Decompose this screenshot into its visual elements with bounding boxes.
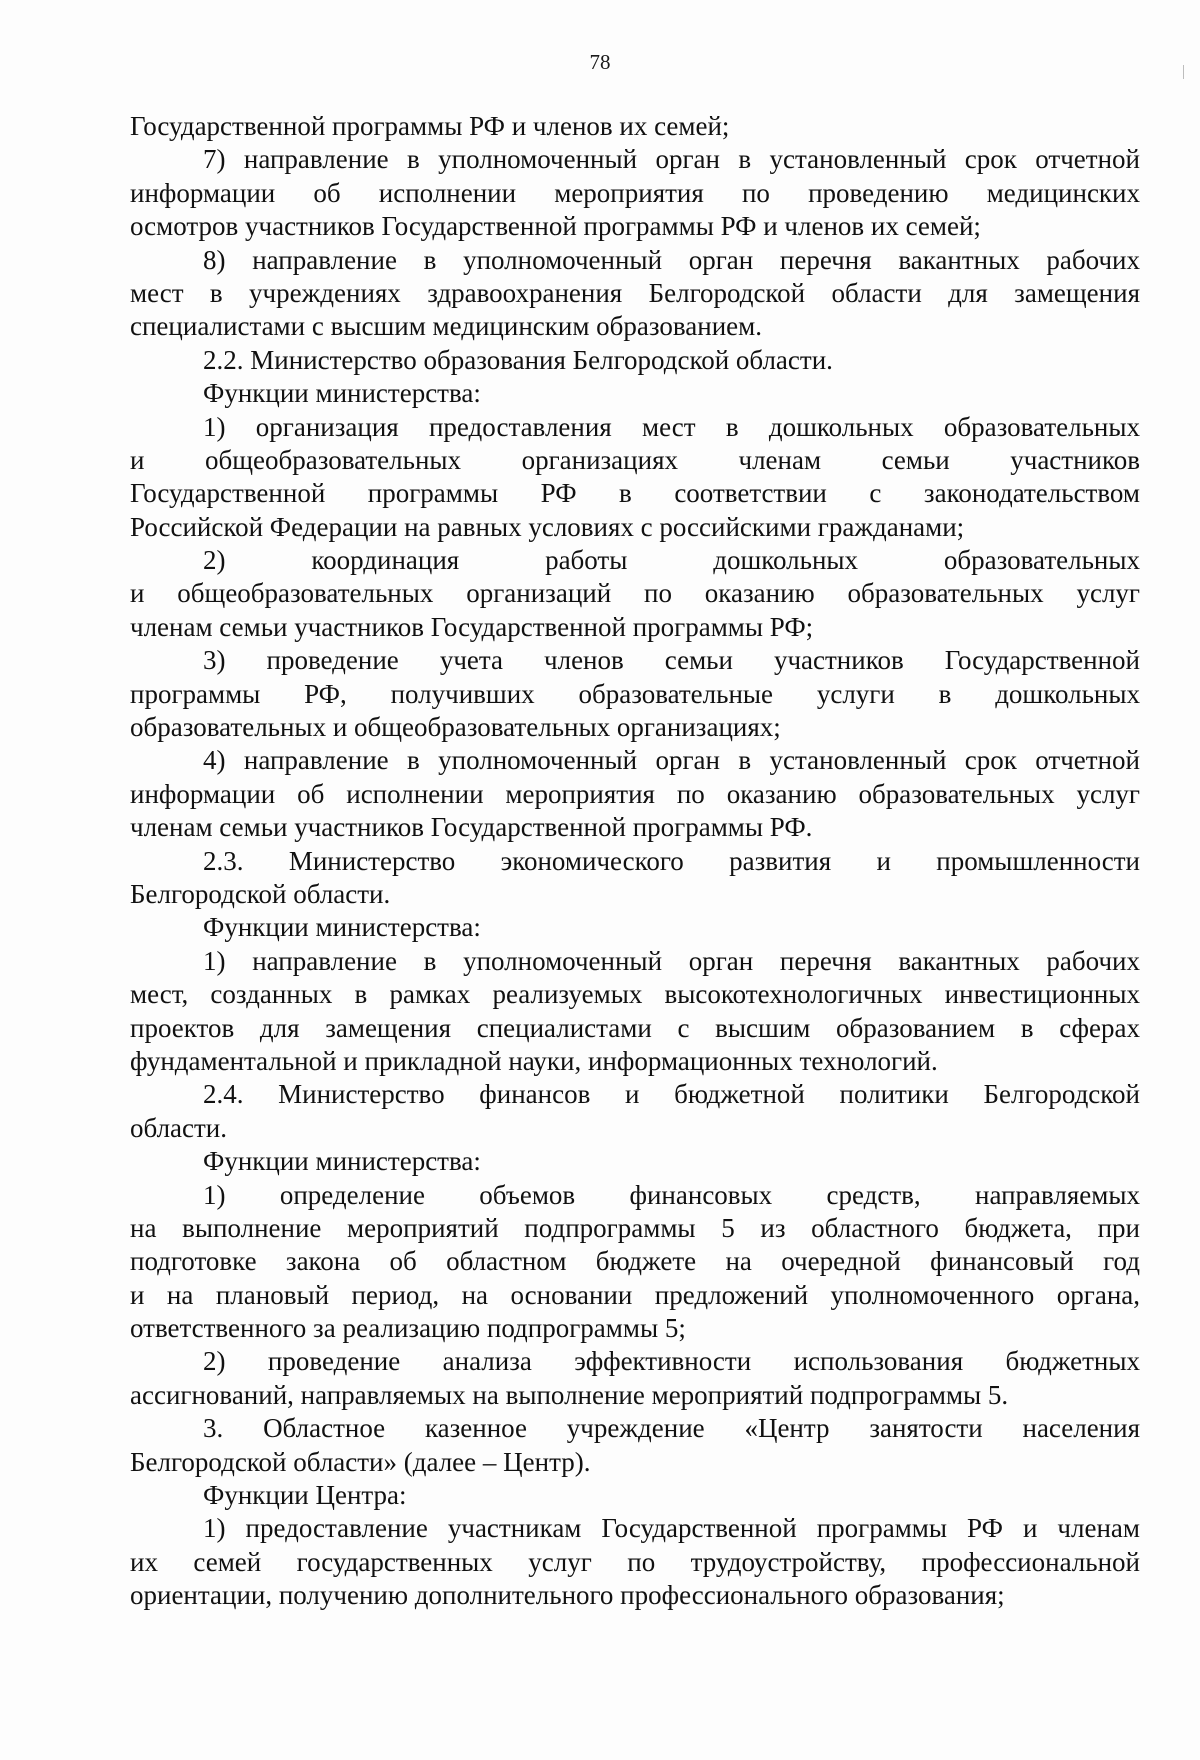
text-line: 7) направление в уполномоченный орган в установленный срок отчетной bbox=[203, 144, 1140, 175]
text-line: и общеобразовательных организациях членам семьи участников bbox=[130, 444, 1140, 475]
text-line: Российской Федерации на равных условиях с российскими гражданами; bbox=[130, 511, 965, 542]
text-line: и на плановый период, на основании предложений уполномоченного органа, bbox=[130, 1279, 1140, 1310]
text-line: ассигнований, направляемых на выполнение мероприятий подпрограммы 5. bbox=[130, 1379, 1009, 1410]
text-line: 2.2. Министерство образования Белгородской области. bbox=[203, 344, 833, 375]
text-line: информации об исполнении мероприятия по оказанию образовательных услуг bbox=[130, 778, 1140, 809]
text-line: подготовке закона об областном бюджете на очередной финансовый год bbox=[130, 1246, 1140, 1277]
text-line: фундаментальной и прикладной науки, информационных технологий. bbox=[130, 1045, 938, 1076]
text-line: 4) направление в уполномоченный орган в установленный срок отчетной bbox=[203, 745, 1140, 776]
text-line: специалистами с высшим медицинским образованием. bbox=[130, 311, 762, 342]
text-line: мест в учреждениях здравоохранения Белгородской области для замещения bbox=[130, 277, 1140, 308]
text-line: 2.3. Министерство экономического развития и промышленности bbox=[203, 845, 1140, 876]
text-line: области. bbox=[130, 1112, 228, 1143]
text-line: и общеобразовательных организаций по оказанию образовательных услуг bbox=[130, 578, 1140, 609]
page-number: 78 bbox=[589, 50, 611, 74]
text-line: Функции министерства: bbox=[203, 912, 481, 943]
text-line: 1) организация предоставления мест в дошкольных образовательных bbox=[203, 411, 1140, 442]
text-line: образовательных и общеобразовательных организациях; bbox=[130, 712, 781, 743]
text-line: Белгородской области. bbox=[130, 878, 391, 909]
text-line: членам семьи участников Государственной программы РФ; bbox=[130, 611, 814, 642]
text-line: ответственного за реализацию подпрограммы 5; bbox=[130, 1313, 686, 1344]
text-line: проектов для замещения специалистами с высшим образованием в сферах bbox=[130, 1012, 1140, 1043]
text-line: Функции Центра: bbox=[203, 1480, 407, 1511]
text-line: членам семьи участников Государственной программы РФ. bbox=[130, 812, 813, 843]
body-text bbox=[130, 110, 1140, 1613]
text-line: Функции министерства: bbox=[203, 378, 481, 409]
text-line: 8) направление в уполномоченный орган перечня вакантных рабочих bbox=[203, 244, 1140, 275]
text-line: Государственной программы РФ и членов их семей; bbox=[130, 111, 730, 141]
text-line: осмотров участников Государственной программы РФ и членов их семей; bbox=[130, 211, 981, 242]
text-line: 3. Областное казенное учреждение «Центр занятости населения bbox=[203, 1413, 1140, 1444]
text-line: 3) проведение учета членов семьи участников Государственной bbox=[203, 645, 1140, 676]
text-line: на выполнение мероприятий подпрограммы 5 из областного бюджета, при bbox=[130, 1212, 1140, 1243]
text-line: 2) проведение анализа эффективности использования бюджетных bbox=[203, 1346, 1140, 1377]
text-line: Государственной программы РФ в соответствии с законодательством bbox=[130, 478, 1140, 509]
text-line: их семей государственных услуг по трудоустройству, профессиональной bbox=[130, 1546, 1140, 1577]
text-line: ориентации, получению дополнительного профессионального образования; bbox=[130, 1580, 1005, 1611]
text-line: 1) предоставление участникам Государственной программы РФ и членам bbox=[203, 1513, 1140, 1544]
text-line: 1) направление в уполномоченный орган перечня вакантных рабочих bbox=[203, 945, 1140, 976]
text-line: мест, созданных в рамках реализуемых высокотехнологичных инвестиционных bbox=[130, 979, 1140, 1010]
text-line: 1) определение объемов финансовых средств, направляемых bbox=[203, 1179, 1140, 1210]
text-line: 2.4. Министерство финансов и бюджетной политики Белгородской bbox=[203, 1079, 1140, 1110]
text-line: Функции министерства: bbox=[203, 1146, 481, 1177]
text-line: программы РФ, получивших образовательные услуги в дошкольных bbox=[130, 678, 1140, 709]
text-line: информации об исполнении мероприятия по проведению медицинских bbox=[130, 177, 1140, 208]
text-line: 2) координация работы дошкольных образовательных bbox=[203, 545, 1140, 576]
text-line: Белгородской области» (далее – Центр). bbox=[130, 1446, 591, 1477]
